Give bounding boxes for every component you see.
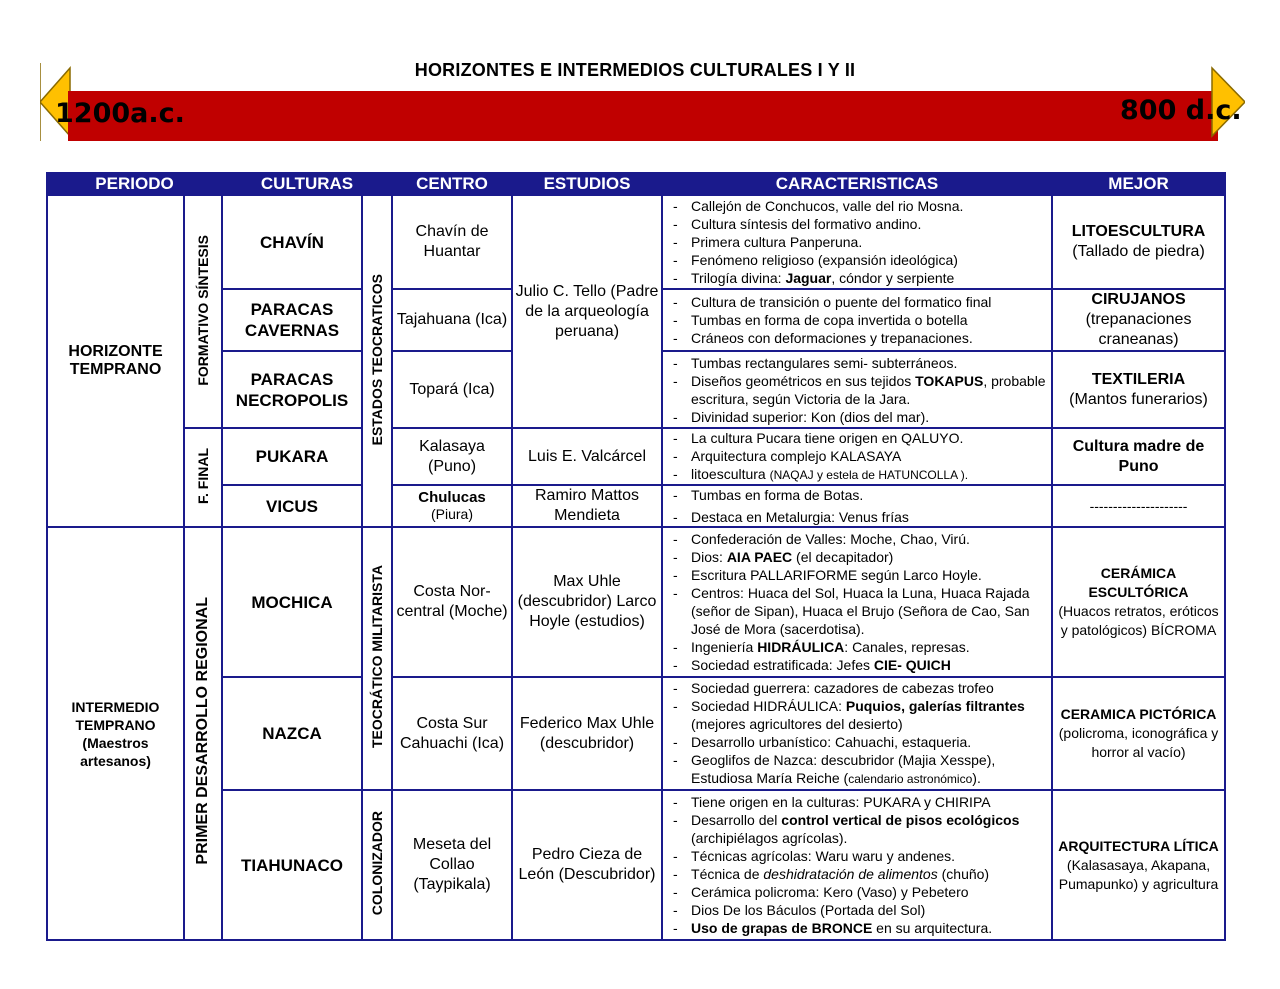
header-row <box>47 173 1225 195</box>
table-row <box>47 195 1225 289</box>
culture-chavin: CHAVÍN <box>222 195 362 289</box>
group-teocratico: TEOCRÁTICO MILITARISTA <box>362 527 392 790</box>
estudios-nazca: Federico Max Uhle (descubridor) <box>512 677 662 790</box>
culture-paracas-cavernas: PARACAS CAVERNAS <box>222 289 362 351</box>
centro-paracas-cavernas: Tajahuana (Ica) <box>392 289 512 351</box>
header-estudios: ESTUDIOS <box>512 173 662 195</box>
estudios-pukara: Luis E. Valcárcel <box>512 428 662 485</box>
table-row <box>47 485 1225 527</box>
timeline-start: 1200a.c. <box>55 98 185 129</box>
estudios-tello: Julio C. Tello (Padre de la arqueología peruana) <box>512 195 662 428</box>
header-centro: CENTRO <box>392 173 512 195</box>
car-paracas-necropolis: - Tumbas rectangulares semi- subterráneos. - Diseños geométricos en sus tejidos TOKAPUS, probable escritura, según Victoria de la Jara. - Divinidad superior: Kon (dios del mar). <box>662 351 1052 428</box>
mejor-vicus: --------------------- <box>1052 485 1225 527</box>
culture-mochica: MOCHICA <box>222 527 362 677</box>
subtitle: RESUMEN: CULTURAS PREINCAS I <box>455 117 745 136</box>
period-horizonte: HORIZONTE TEMPRANO <box>47 195 184 527</box>
estudios-tiahuanaco: Pedro Cieza de León (Descubridor) <box>512 790 662 940</box>
centro-paracas-necropolis: Topará (Ica) <box>392 351 512 428</box>
mejor-tiahuanaco: ARQUITECTURA LÍTICA (Kalasasaya, Akapana, Pumapunko) y agricultura <box>1052 790 1225 940</box>
group-formativo: FORMATIVO SÍNTESIS <box>184 195 222 428</box>
car-nazca: - Sociedad guerrera: cazadores de cabezas trofeo - Sociedad HIDRÁULICA: Puquios, galerías filtrantes (mejores agricultores del desierto) - Desarrollo urbanístico: Cahuachi, estaqueria. - Geoglifos de Nazca: descubridor (Majia Xesspe), Estudiosa María Reiche (calendario astronómico). <box>662 677 1052 790</box>
culture-tiahuanaco: TIAHUNACO <box>222 790 362 940</box>
culture-paracas-necropolis: PARACAS NECROPOLIS <box>222 351 362 428</box>
car-vicus: - Tumbas en forma de Botas. - Destaca en Metalurgia: Venus frías <box>662 485 1052 527</box>
centro-chavin: Chavín de Huantar <box>392 195 512 289</box>
car-tiahuanaco: - Tiene origen en la culturas: PUKARA y CHIRIPA - Desarrollo del control vertical de pisos ecológicos (archipiélagos agrícolas). - Técnicas agrícolas: Waru waru y andenes. - Técnica de deshidratación de alimentos (chuño) - Cerámica policroma: Kero (Vaso) y Pebetero - Dios De los Báculos (Portada del Sol) - Uso de grapas de BRONCE en su arquitectura. <box>662 790 1052 940</box>
mejor-pukara: Cultura madre de Puno <box>1052 428 1225 485</box>
centro-mochica: Costa Nor-central (Moche) <box>392 527 512 677</box>
table-row <box>47 677 1225 790</box>
estudios-mochica: Max Uhle (descubridor) Larco Hoyle (estudios) <box>512 527 662 677</box>
group-primer-desarrollo: PRIMER DESARROLLO REGIONAL <box>184 527 222 940</box>
group-ffinal: F. FINAL <box>184 428 222 527</box>
car-chavin: - Callejón de Conchucos, valle del rio Mosna. - Cultura síntesis del formativo andino. - Primera cultura Panperuna. - Fenómeno religioso (expansión ideológica) - Trilogía divina: Jaguar, cóndor y serpiente <box>662 195 1052 289</box>
car-paracas-cavernas: - Cultura de transición o puente del formatico final - Tumbas en forma de copa invertida o botella - Cráneos con deformaciones y trepanaciones. <box>662 289 1052 351</box>
mejor-nazca: CERAMICA PICTÓRICA (policroma, iconográfica y horror al vacío) <box>1052 677 1225 790</box>
header-mejor: MEJOR <box>1052 173 1225 195</box>
page-title: HORIZONTES E INTERMEDIOS CULTURALES I Y II <box>414 60 856 80</box>
mejor-chavin: LITOESCULTURA (Tallado de piedra) <box>1052 195 1225 289</box>
period-intermedio: INTERMEDIO TEMPRANO (Maestros artesanos) <box>47 527 184 940</box>
header-culturas: CULTURAS <box>222 173 392 195</box>
header-caracteristicas: CARACTERISTICAS <box>662 173 1052 195</box>
centro-pukara: Kalasaya (Puno) <box>392 428 512 485</box>
centro-tiahuanaco: Meseta del Collao (Taypikala) <box>392 790 512 940</box>
table-row <box>47 428 1225 485</box>
cultures-table <box>46 172 1226 941</box>
group-colonizador: COLONIZADOR <box>362 790 392 940</box>
centro-vicus: Chulucas (Piura) <box>392 485 512 527</box>
culture-nazca: NAZCA <box>222 677 362 790</box>
header-periodo: PERIODO <box>47 173 222 195</box>
mejor-paracas-cavernas: CIRUJANOS (trepanaciones craneanas) <box>1052 289 1225 351</box>
mejor-mochica: CERÁMICA ESCULTÓRICA (Huacos retratos, eróticos y patológicos) BÍCROMA <box>1052 527 1225 677</box>
table-row <box>47 790 1225 940</box>
estudios-vicus: Ramiro Mattos Mendieta <box>512 485 662 527</box>
mejor-paracas-necropolis: TEXTILERIA (Mantos funerarios) <box>1052 351 1225 428</box>
car-pukara: - La cultura Pucara tiene origen en QALUYO. - Arquitectura complejo KALASAYA - litoescultura (NAQAJ y estela de HATUNCOLLA ). <box>662 428 1052 485</box>
timeline-end: 800 d.c. <box>1120 95 1242 126</box>
group-estados: ESTADOS TEOCRATICOS <box>362 195 392 527</box>
culture-pukara: PUKARA <box>222 428 362 485</box>
culture-vicus: VICUS <box>222 485 362 527</box>
centro-nazca: Costa Sur Cahuachi (Ica) <box>392 677 512 790</box>
table-row <box>47 527 1225 677</box>
car-mochica: - Confederación de Valles: Moche, Chao, Virú. - Dios: AIA PAEC (el decapitador) - Escritura PALLARIFORME según Larco Hoyle. - Centros: Huaca del Sol, Huaca la Luna, Huaca Rajada (señor de Sipan), Huaca el Brujo (Señora de Cao, San José de Mora (sacerdotisa). - Ingeniería HIDRÁULICA: Canales, represas. - Sociedad estratificada: Jefes CIE- QUICH <box>662 527 1052 677</box>
